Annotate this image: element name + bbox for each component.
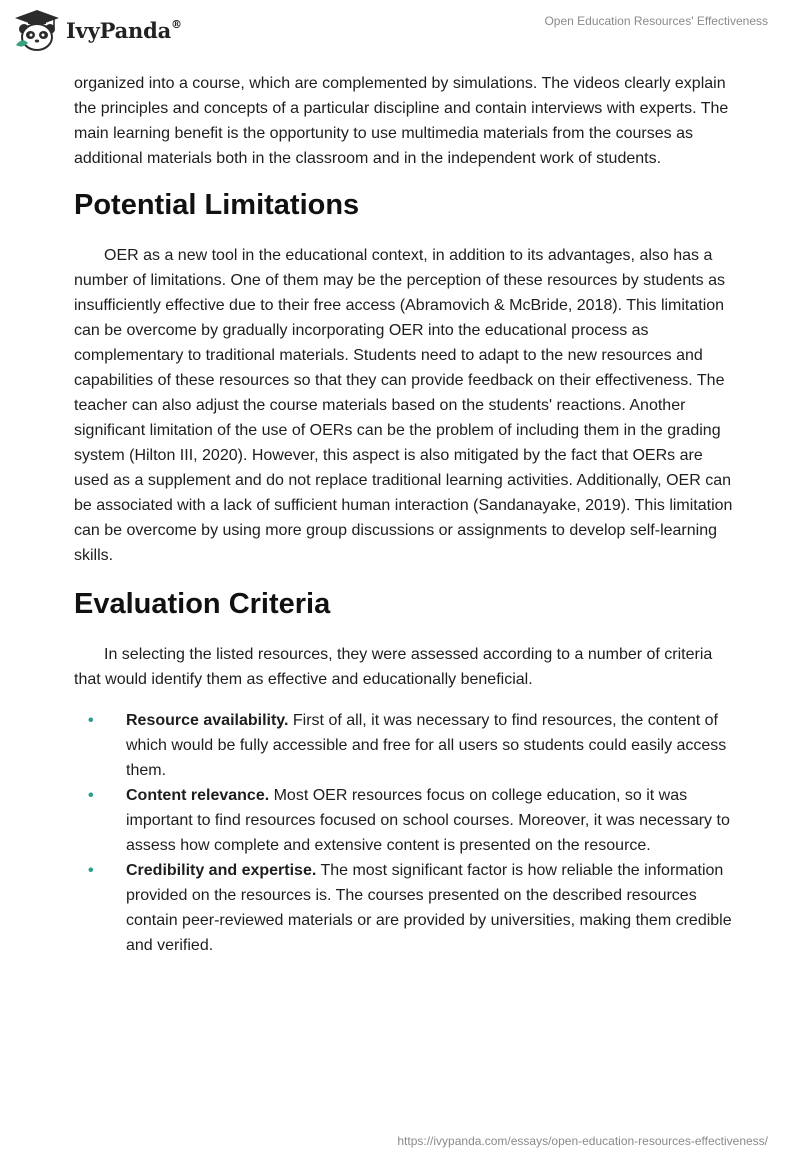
evaluation-heading: Evaluation Criteria (74, 588, 331, 620)
criteria-text: First of all, it was necessary to find resources, the content of which would be fully accessible and free for all users so students could easily access them. (126, 712, 727, 779)
intro-paragraph: organized into a course, which are complemented by simulations. The videos clearly explain the principles and concepts of a particular discipline and contain interviews with experts. The main learning benefit is the opportunity to use multimedia materials from the courses as additional materials both in the classroom and in the independent work of students. (74, 75, 729, 167)
document-title: Open Education Resources' Effectiveness (544, 14, 768, 28)
criteria-title: Content relevance. (126, 787, 270, 804)
list-item (74, 858, 734, 958)
page-header (0, 0, 800, 64)
bullet-icon: • (88, 862, 94, 879)
panda-graduate-icon (14, 9, 60, 51)
footer-url-link[interactable]: https://ivypanda.com/essays/open-education-resources-effectiveness/ (397, 1134, 768, 1148)
evaluation-paragraph: In selecting the listed resources, they were assessed according to a number of criteria that would identify them as effective and educationally beneficial. (74, 646, 713, 688)
criteria-title: Credibility and expertise. (126, 862, 317, 879)
brand-name: IvyPanda® (66, 17, 182, 43)
bullet-icon: • (88, 712, 94, 729)
criteria-title: Resource availability. (126, 712, 289, 729)
limitations-paragraph: OER as a new tool in the educational context, in addition to its advantages, also has a number of limitations. One of them may be the perception of these resources by students as insufficiently effective due to their free access (Abramovich & McBride, 2018). This limitation can be overcome by gradually incorporating OER into the educational process as complementary to traditional materials. Students need to adapt to the new resources and capabilities of these resources so that they can provide feedback on their effectiveness. The teacher can also adjust the course materials based on the students' reactions. Another significant limitation of the use of OERs can be the problem of including them in the grading system (Hilton III, 2020). However, this aspect is also mitigated by the fact that OERs are used as a supplement and do not replace traditional learning activities. Additionally, OER can be associated with a lack of sufficient human interaction (Sandanayake, 2019). This limitation can be overcome by using more group discussions or assignments to develop self-learning skills. (74, 247, 733, 564)
list-item (74, 783, 734, 858)
list-item (74, 708, 734, 783)
criteria-text: Most OER resources focus on college education, so it was important to find resources focused on school courses. Moreover, it was necessary to assess how complete and extensive content is presented on the resource. (126, 787, 730, 854)
logo[interactable] (14, 9, 182, 51)
criteria-list (74, 708, 734, 958)
essay-content (74, 71, 734, 958)
criteria-text: The most significant factor is how reliable the information provided on the resources is. The courses presented on the described resources contain peer-reviewed materials or are provided by universities, making them credible and verified. (126, 862, 732, 954)
limitations-heading: Potential Limitations (74, 189, 360, 221)
bullet-icon: • (88, 787, 94, 804)
registered-mark: ® (171, 17, 182, 31)
